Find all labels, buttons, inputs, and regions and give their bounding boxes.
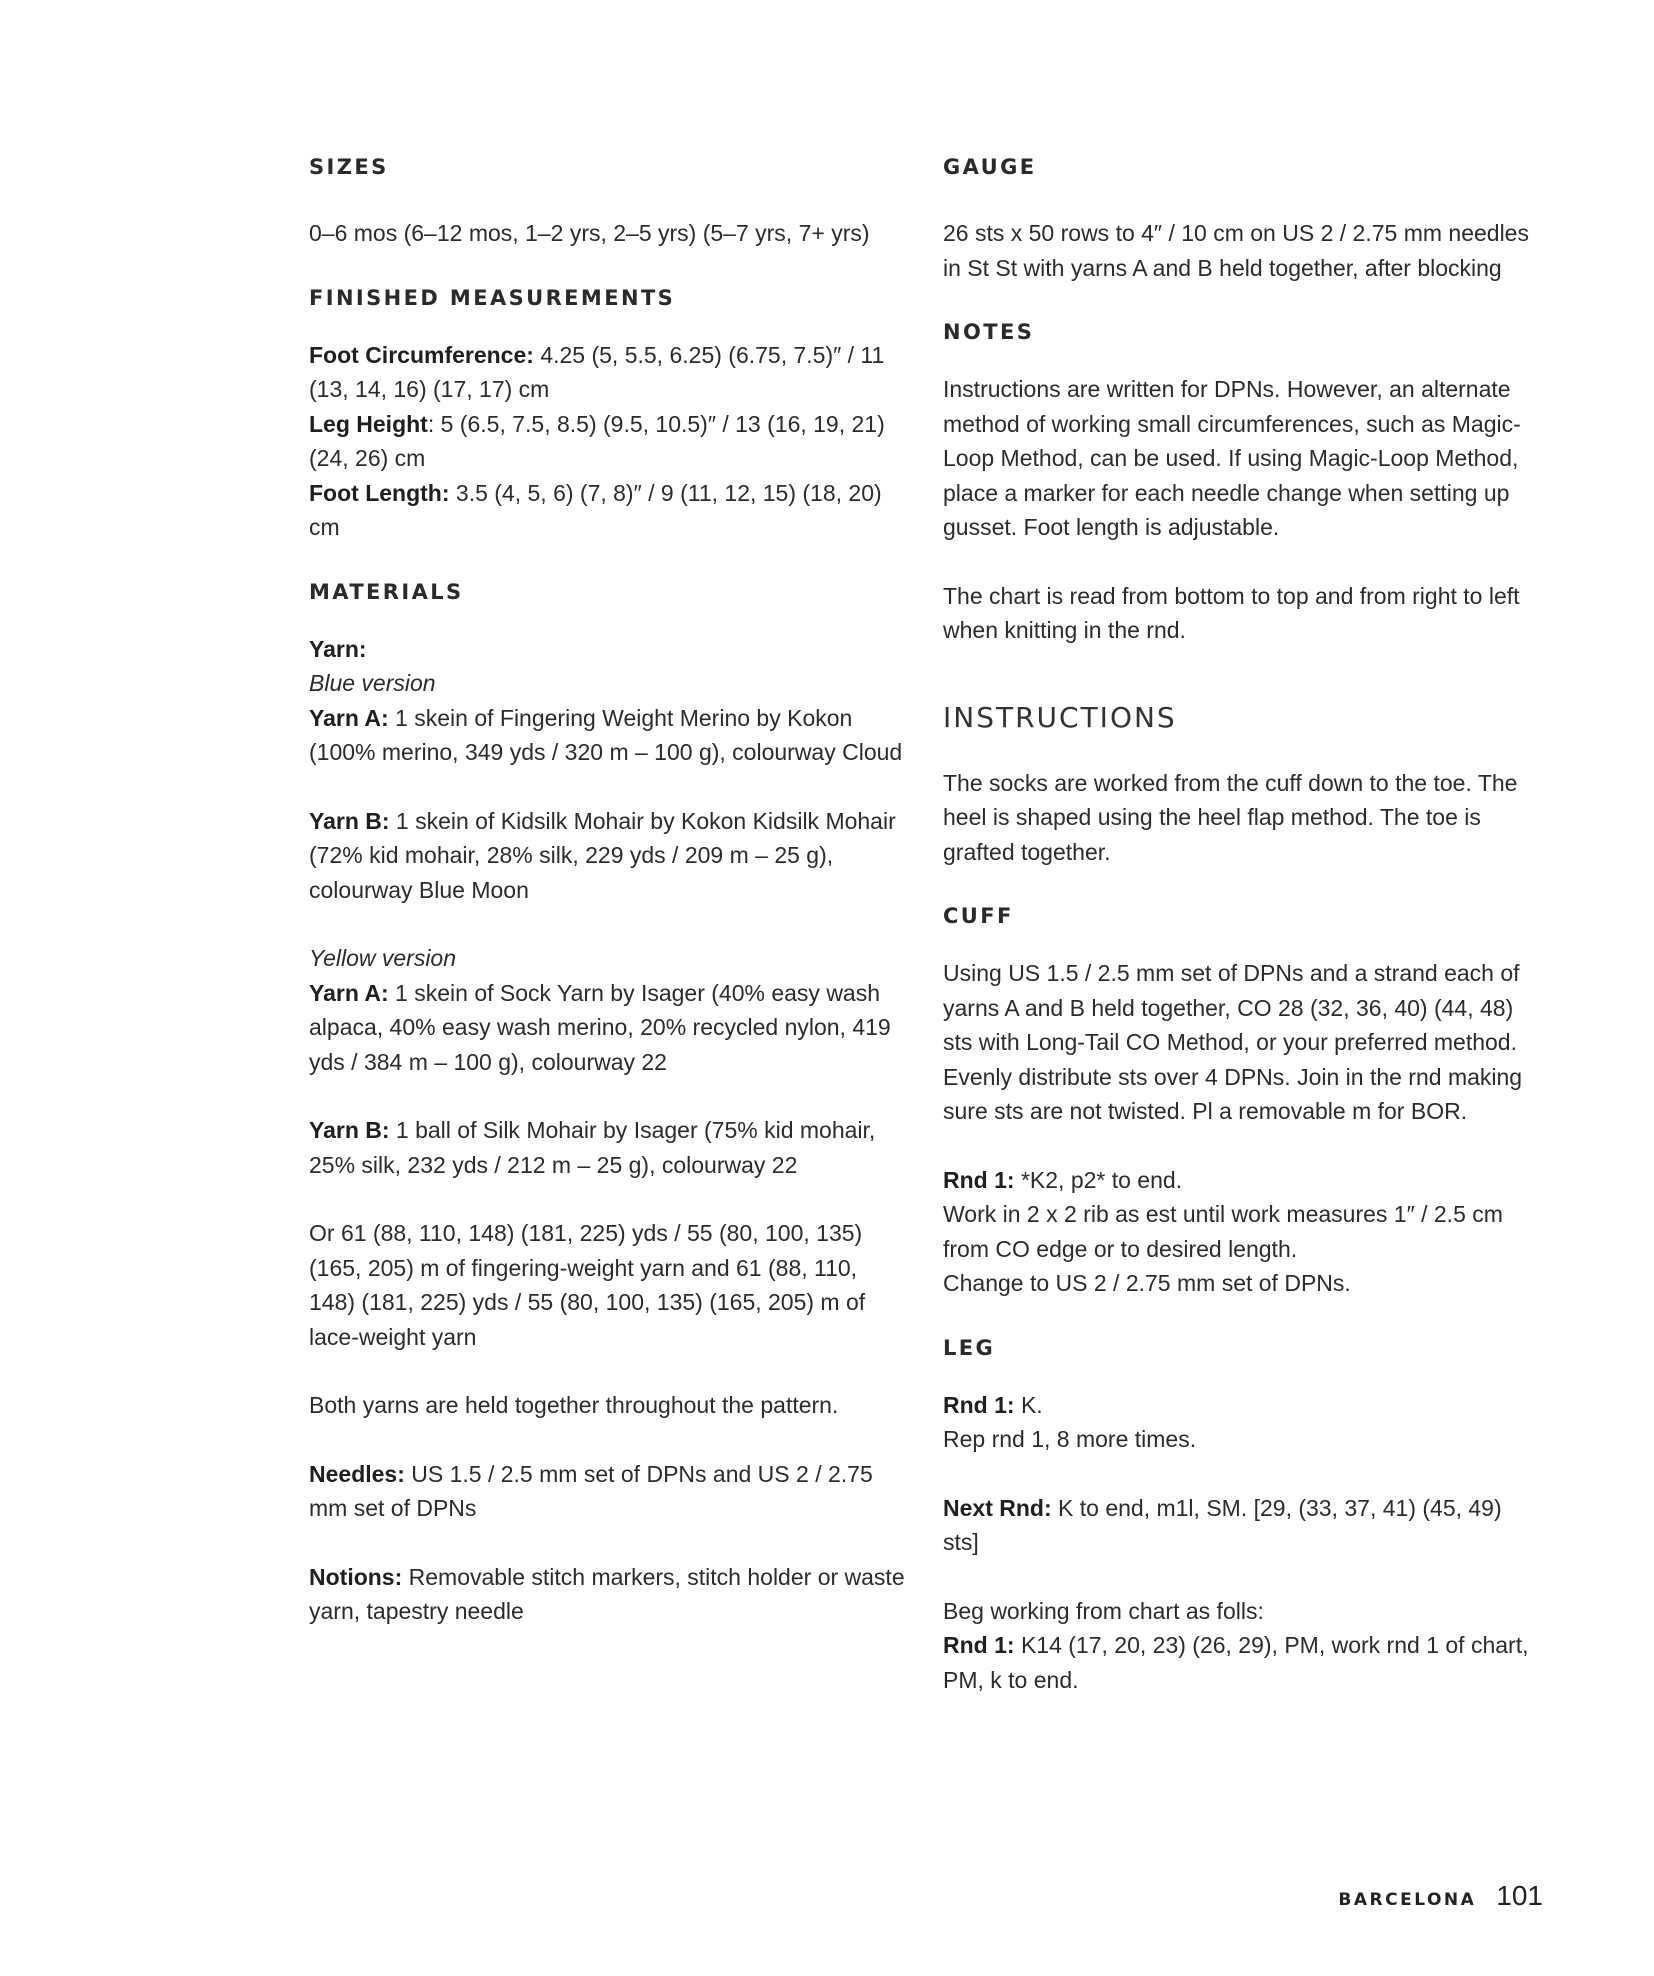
yarn-label	[309, 632, 909, 667]
both-yarns-text: Both yarns are held together throughout the pattern.	[309, 1392, 839, 1418]
yellow-yarn-a	[309, 976, 909, 1080]
blue-yarn-a-value: 1 skein of Fingering Weight Merino by Kokon (100% merino, 349 yds / 320 m – 100 g), colourway Cloud	[309, 704, 903, 765]
gauge-text: 26 sts x 50 rows to 4″ / 10 cm on US 2 / 2.75 mm needles in St St with yarns A and B held together, after blocking	[943, 220, 1529, 281]
sizes-text: 0–6 mos (6–12 mos, 1–2 yrs, 2–5 yrs) (5–7 yrs, 7+ yrs)	[309, 220, 870, 246]
leg-chart-rnd-1-value: K14 (17, 20, 23) (26, 29), PM, work rnd 1 of chart, PM, k to end.	[943, 1632, 1529, 1693]
blue-yarn-a	[309, 701, 909, 770]
blue-yarn-a-label: Yarn A:	[309, 704, 389, 731]
cuff-line-3: Change to US 2 / 2.75 mm set of DPNs.	[943, 1270, 1351, 1296]
leg-height-label: Leg Height	[309, 410, 428, 437]
yellow-version-text: Yellow version	[309, 945, 457, 971]
yellow-version-label	[309, 941, 909, 976]
cuff-text: Using US 1.5 / 2.5 mm set of DPNs and a strand each of yarns A and B held together, CO 28 (32, 36, 40) (44, 48) sts with Long-Tail CO Method, or your preferred method. Evenly distribute sts over 4 DPNs. Join in the rnd making sure sts are not twisted. Pl a removable m for BOR.	[943, 960, 1523, 1124]
blue-yarn-b-label: Yarn B:	[309, 807, 390, 834]
leg-rnd-1-label: Rnd 1:	[943, 1391, 1015, 1418]
foot-length	[309, 476, 909, 545]
foot-length-label: Foot Length:	[309, 479, 450, 506]
yellow-yarn-b-value: 1 ball of Silk Mohair by Isager (75% kid mohair, 25% silk, 232 yds / 212 m – 25 g), colourway 22	[309, 1117, 876, 1178]
leg-chart-rnd-1-label: Rnd 1:	[943, 1632, 1015, 1658]
leg-next-rnd	[943, 1491, 1543, 1560]
notions-value: Removable stitch markers, stitch holder or waste yarn, tapestry needle	[309, 1563, 905, 1624]
yarn-label-text: Yarn:	[309, 635, 367, 662]
notes-heading: NOTES	[943, 320, 1035, 344]
blue-version-text: Blue version	[309, 670, 436, 696]
notes-paragraph-1: Instructions are written for DPNs. However, an alternate method of working small circumferences, such as Magic-Loop Method, can be used. If using Magic-Loop Method, place a marker for each needle change when setting up gusset. Foot length is adjustable.	[943, 376, 1521, 540]
right-column	[943, 150, 1543, 1697]
needles	[309, 1457, 909, 1526]
instructions-text: The socks are worked from the cuff down to the toe. The heel is shaped using the heel flap method. The toe is grafted together.	[943, 769, 1518, 865]
chapter-title: BARCELONA	[1338, 1890, 1477, 1910]
foot-length-value: 3.5 (4, 5, 6) (7, 8)″ / 9 (11, 12, 15) (18, 20) cm	[309, 479, 882, 540]
blue-version-label	[309, 666, 909, 701]
needles-value: US 1.5 / 2.5 mm set of DPNs and US 2 / 2.75 mm set of DPNs	[309, 1460, 873, 1521]
notes-paragraph-2: The chart is read from bottom to top and from right to left when knitting in the rnd.	[943, 582, 1520, 643]
finished-measurements-heading: FINISHED MEASUREMENTS	[309, 285, 676, 310]
cuff-line-2: Work in 2 x 2 rib as est until work measures 1″ / 2.5 cm from CO edge or to desired length.	[943, 1201, 1503, 1262]
notions-label: Notions:	[309, 1563, 403, 1590]
materials-heading: MATERIALS	[309, 579, 464, 604]
cuff-rnd-1-value: *K2, p2* to end.	[1014, 1166, 1183, 1193]
leg-heading: LEG	[943, 1335, 996, 1360]
yellow-yarn-b	[309, 1113, 909, 1182]
cuff-heading: CUFF	[943, 904, 1014, 928]
leg-beg-chart: Beg working from chart as folls:	[943, 1597, 1264, 1624]
leg-rnd-1-value: K.	[1014, 1391, 1043, 1418]
leg-height	[309, 407, 909, 476]
instructions-heading: INSTRUCTIONS	[943, 700, 1177, 734]
sizes-heading: SIZES	[309, 155, 389, 179]
foot-circumference	[309, 338, 909, 407]
foot-circumference-value: 4.25 (5, 5.5, 6.25) (6.75, 7.5)″ / 11 (13, 14, 16) (17, 17) cm	[309, 341, 885, 402]
left-column	[309, 150, 909, 1629]
leg-repeat: Rep rnd 1, 8 more times.	[943, 1426, 1197, 1452]
page-footer	[1338, 1880, 1543, 1912]
gauge-heading: GAUGE	[943, 155, 1037, 179]
yellow-yarn-a-value: 1 skein of Sock Yarn by Isager (40% easy wash alpaca, 40% easy wash merino, 20% recycled nylon, 419 yds / 384 m – 100 g), colourway 22	[309, 979, 891, 1075]
blue-yarn-b	[309, 804, 909, 908]
leg-next-rnd-value: K to end, m1l, SM. [29, (33, 37, 41) (45, 49) sts]	[943, 1494, 1502, 1555]
leg-chart-rnd-1	[943, 1628, 1543, 1697]
yellow-yarn-a-label: Yarn A:	[309, 979, 389, 1006]
leg-next-rnd-label: Next Rnd:	[943, 1494, 1052, 1521]
leg-rnd-1	[943, 1388, 1543, 1423]
foot-circumference-label: Foot Circumference:	[309, 341, 534, 368]
cuff-rnd-1-label: Rnd 1:	[943, 1166, 1015, 1193]
alternative-yarn-text: Or 61 (88, 110, 148) (181, 225) yds / 55 (80, 100, 135) (165, 205) m of fingering-weight yarn and 61 (88, 110, 148) (181, 225) yds / 55 (80, 100, 135) (165, 205) m of lace-weight yarn	[309, 1220, 866, 1350]
yellow-yarn-b-label: Yarn B:	[309, 1117, 390, 1143]
page-number: 101	[1496, 1880, 1543, 1911]
leg-height-value: : 5 (6.5, 7.5, 8.5) (9.5, 10.5)″ / 13 (16, 19, 21) (24, 26) cm	[309, 410, 885, 471]
notions	[309, 1560, 909, 1629]
cuff-rnd-1	[943, 1163, 1543, 1198]
needles-label: Needles:	[309, 1460, 405, 1487]
blue-yarn-b-value: 1 skein of Kidsilk Mohair by Kokon Kidsilk Mohair (72% kid mohair, 28% silk, 229 yds / 209 m – 25 g), colourway Blue Moon	[309, 807, 896, 903]
